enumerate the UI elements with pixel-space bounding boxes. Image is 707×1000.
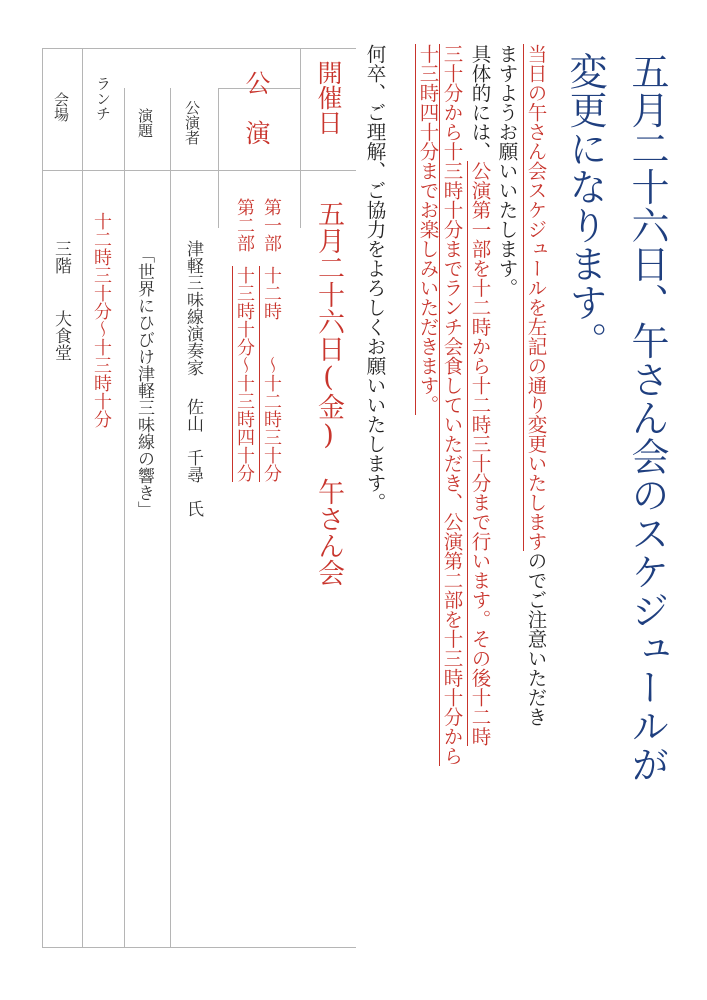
- lunch-value: 十二時三十分～十三時十分: [91, 212, 112, 428]
- performer-header: 公演者: [183, 100, 201, 145]
- part-2-row: [235, 198, 253, 482]
- table-divider: [124, 88, 125, 948]
- notice-line-3: [470, 44, 490, 746]
- venue-row: [52, 240, 69, 361]
- date-value: 五月二十六日(金) 午さん会: [313, 200, 344, 586]
- notice-line-2: ますようお願いいたします。: [495, 44, 519, 298]
- notice-line-4-text: 三十分から十三時十分までランチ会食していただき、公演第二部を十三時十分から: [440, 44, 464, 766]
- table-divider: [170, 88, 171, 948]
- performer-name: 津軽三味線演奏家: [183, 240, 203, 376]
- notice-line-5: [418, 44, 438, 415]
- table-header-rule: [42, 170, 356, 171]
- part-2-label: 第二部: [234, 198, 255, 252]
- table-divider: [218, 88, 219, 228]
- part-1-row: [262, 198, 280, 482]
- notice-line-5-text: 十三時四十分までお楽しみいただきます。: [416, 44, 440, 415]
- venue-header: 会場: [52, 92, 70, 122]
- program-header: 演題: [136, 108, 154, 138]
- table-divider: [82, 48, 83, 948]
- performer-row: [184, 240, 201, 517]
- program-value: 「世界にひびけ津軽三味線の響き」: [134, 246, 154, 518]
- venue-floor: 三階: [51, 240, 71, 274]
- notice-line-3-lead: 具体的には、: [468, 44, 492, 161]
- date-header: 開催日: [314, 60, 343, 135]
- part-1-label: 第一部: [261, 198, 282, 252]
- notice-line-4: [442, 44, 462, 766]
- notice-line-6: 何卒、ご理解、ご協力をよろしくお願いいたします。: [363, 44, 387, 512]
- part-2-time: 十三時十分～十三時四十分: [234, 266, 255, 482]
- venue-place: 大食堂: [51, 310, 71, 361]
- page-title-line-2: 変更になります。: [563, 52, 607, 360]
- performer-person: 佐山 千尋 氏: [183, 398, 203, 517]
- notice-line-1: [526, 44, 546, 727]
- page-title-line-1: 五月二十六日、午さん会のスケジュールが: [625, 52, 669, 784]
- table-divider: [300, 48, 301, 228]
- notice-line-1-rest: のでご注意いただき: [524, 551, 548, 727]
- notice-line-3-emphasis: 公演第一部を十二時から十二時三十分まで行います。その後十二時: [468, 161, 492, 746]
- notice-line-1-emphasis: 当日の午さん会スケジュールを左記の通り変更いたします: [524, 44, 548, 551]
- lunch-header: ランチ: [94, 76, 112, 121]
- part-1-time: 十二時 ～十二時三十分: [261, 266, 282, 482]
- performance-header: 公 演: [242, 70, 271, 145]
